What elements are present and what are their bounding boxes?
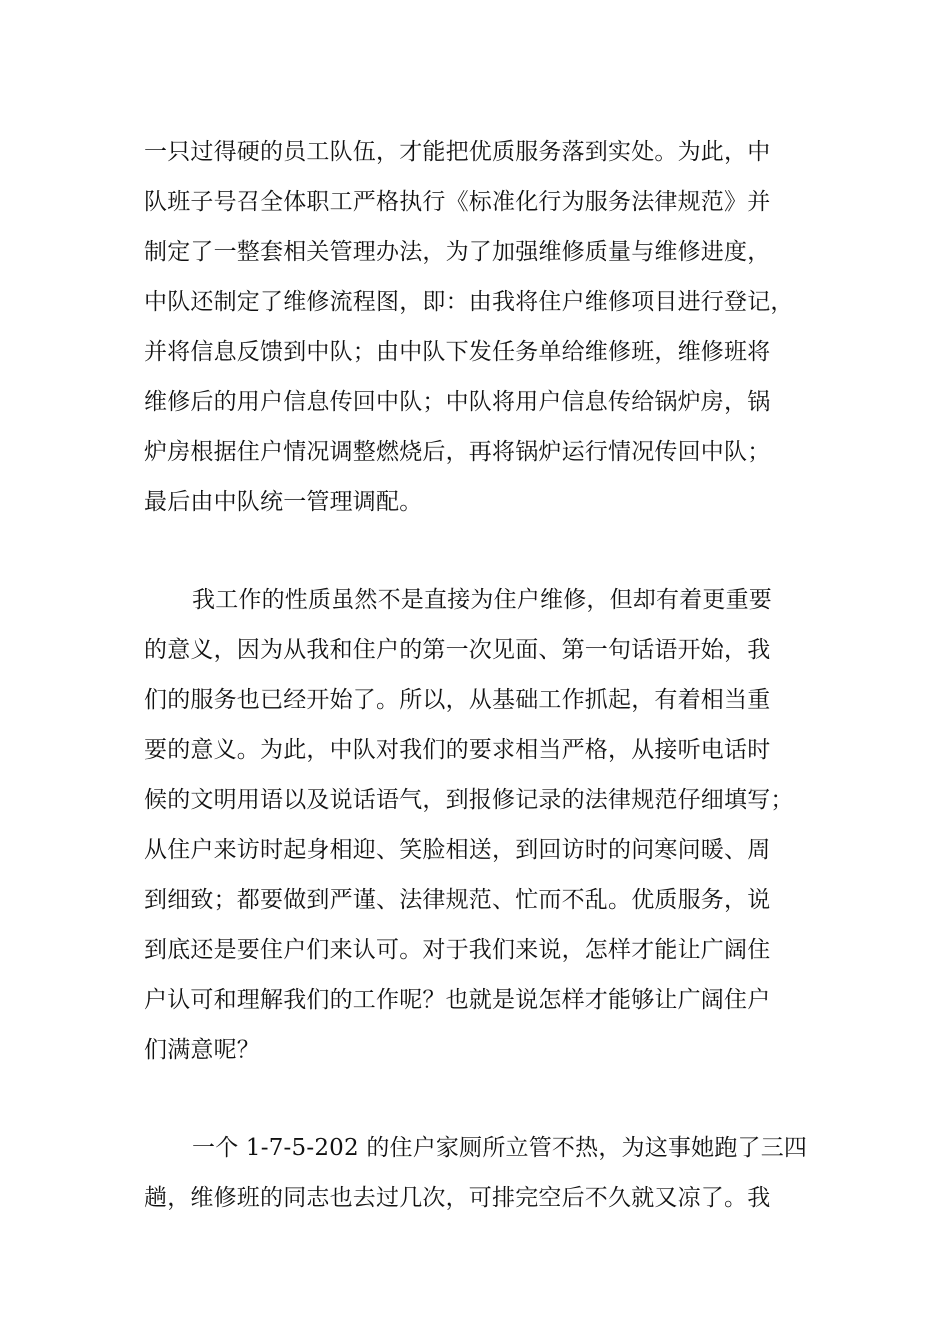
paragraph-line: 队班子号召全体职工严格执行《标准化行为服务法律规范》并 — [144, 189, 771, 215]
paragraph-line: 制定了一整套相关管理办法，为了加强维修质量与维修进度， — [144, 239, 771, 265]
paragraph-line: 炉房根据住户情况调整燃烧后，再将锅炉运行情况传回中队； — [144, 439, 771, 465]
paragraph-line: 的意义，因为从我和住户的第一次见面、第一句话语开始，我 — [144, 637, 771, 663]
paragraph-line: 一个 1-7-5-202 的住户家厕所立管不热，为这事她跑了三四 — [192, 1135, 808, 1161]
paragraph-line: 维修后的用户信息传回中队；中队将用户信息传给锅炉房，锅 — [144, 389, 771, 415]
paragraph-line: 候的文明用语以及说话语气，到报修记录的法律规范仔细填写； — [144, 787, 794, 813]
paragraph-line: 们的服务也已经开始了。所以，从基础工作抓起，有着相当重 — [144, 687, 771, 713]
paragraph-line: 趟，维修班的同志也去过几次，可排完空后不久就又凉了。我 — [144, 1185, 771, 1211]
paragraph-line: 一只过得硬的员工队伍，才能把优质服务落到实处。为此，中 — [144, 139, 771, 165]
paragraph-line: 要的意义。为此，中队对我们的要求相当严格，从接听电话时 — [144, 737, 771, 763]
paragraph-line: 到底还是要住户们来认可。对于我们来说，怎样才能让广阔住 — [144, 937, 771, 963]
paragraph-line: 最后由中队统一管理调配。 — [144, 489, 423, 515]
paragraph-line: 我工作的性质虽然不是直接为住户维修，但却有着更重要 — [192, 587, 772, 613]
paragraph-line: 户认可和理解我们的工作呢？也就是说怎样才能够让广阔住户 — [144, 987, 771, 1013]
paragraph-line: 到细致；都要做到严谨、法律规范、忙而不乱。优质服务，说 — [144, 887, 771, 913]
paragraph-line: 中队还制定了维修流程图，即：由我将住户维修项目进行登记， — [144, 289, 794, 315]
paragraph-line: 们满意呢？ — [144, 1037, 260, 1063]
paragraph-line: 从住户来访时起身相迎、笑脸相送，到回访时的问寒问暖、周 — [144, 837, 771, 863]
paragraph-line: 并将信息反馈到中队；由中队下发任务单给维修班，维修班将 — [144, 339, 771, 365]
